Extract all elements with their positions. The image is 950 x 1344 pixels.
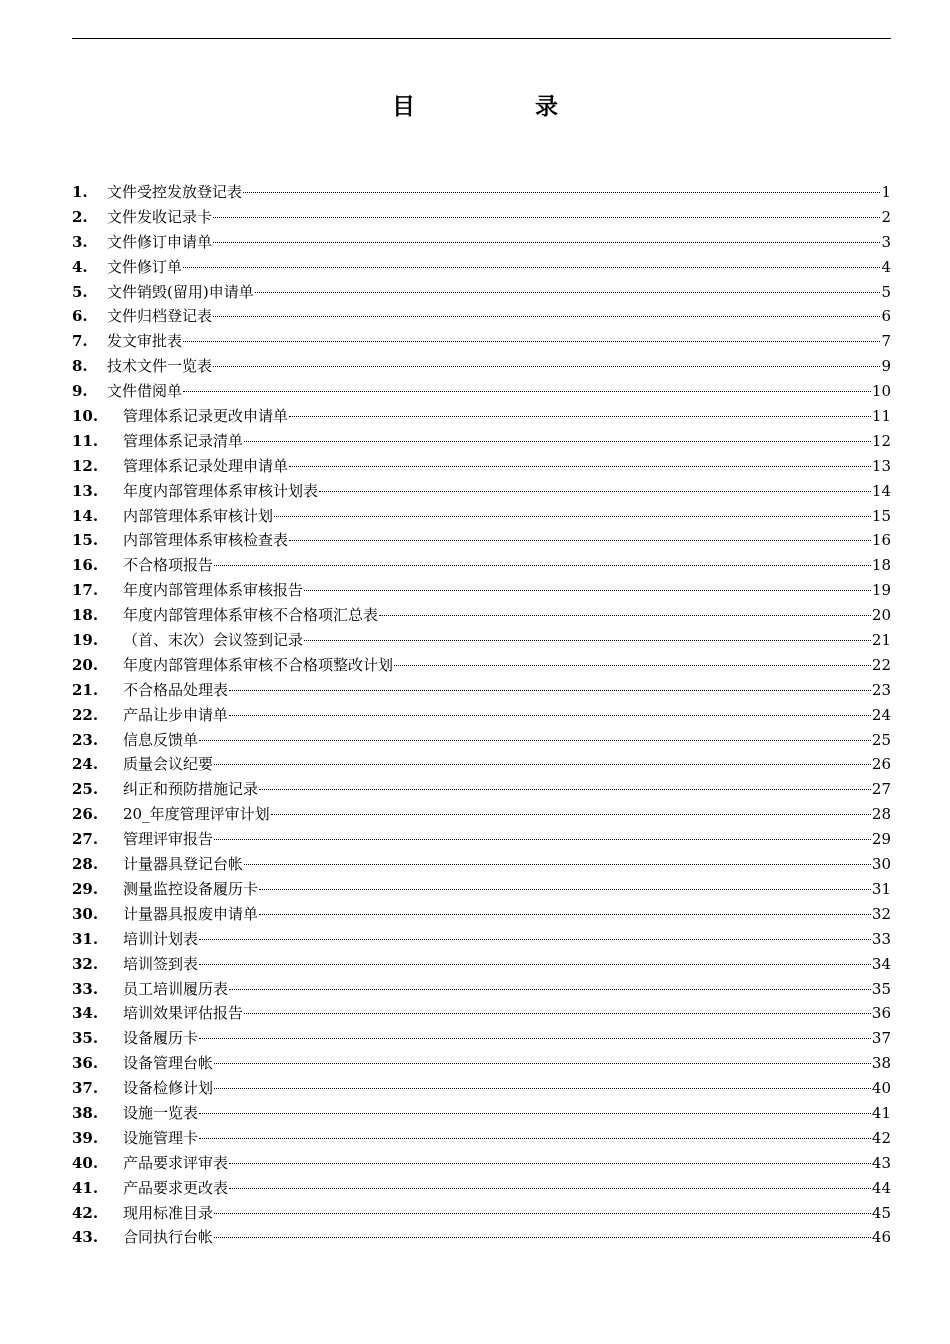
- toc-entry-number: 30.: [72, 904, 99, 923]
- toc-entry[interactable]: [72, 1001, 891, 1026]
- dot-leader: [214, 839, 871, 840]
- toc-entry[interactable]: [72, 1225, 891, 1250]
- toc-entry[interactable]: [72, 1026, 891, 1051]
- toc-entry-page: 30: [871, 855, 891, 874]
- dot-leader: [214, 1063, 871, 1064]
- toc-entry[interactable]: [72, 653, 891, 678]
- toc-entry[interactable]: [72, 504, 891, 529]
- page-title: 目 录: [391, 93, 614, 120]
- toc-entry-page: 11: [871, 407, 891, 426]
- toc-entry-number: 5.: [72, 282, 88, 301]
- dot-leader: [213, 316, 880, 317]
- toc-entry-title: 发文审批表: [107, 332, 183, 351]
- dot-leader: [243, 192, 880, 193]
- toc-entry[interactable]: [72, 802, 891, 827]
- toc-entry-number: 6.: [72, 307, 88, 326]
- toc-entry-title: 年度内部管理体系审核报告: [123, 581, 304, 600]
- toc-entry-title: 管理体系记录更改申请单: [123, 407, 289, 426]
- dot-leader: [229, 989, 871, 990]
- toc-entry-page: 33: [871, 929, 891, 948]
- toc-entry-page: 23: [871, 680, 891, 699]
- toc-entry-title: 计量器具报废申请单: [123, 904, 259, 923]
- toc-entry-number: 17.: [72, 581, 99, 600]
- toc-entry-title: 管理评审报告: [123, 830, 214, 849]
- dot-leader: [319, 491, 871, 492]
- toc-entry-title: 信息反馈单: [123, 730, 199, 749]
- toc-entry[interactable]: [72, 429, 891, 454]
- toc-entry-page: 45: [871, 1203, 891, 1222]
- toc-entry[interactable]: [72, 1051, 891, 1076]
- toc-entry-number: 7.: [72, 332, 88, 351]
- toc-entry-number: 4.: [72, 257, 88, 276]
- dot-leader: [213, 217, 880, 218]
- toc-entry-number: 19.: [72, 631, 99, 650]
- toc-entry-number: 23.: [72, 730, 99, 749]
- toc-entry[interactable]: [72, 304, 891, 329]
- dot-leader: [229, 1163, 871, 1164]
- toc-entry-title: 计量器具登记台帐: [123, 855, 244, 874]
- toc-entry-page: 5: [881, 282, 891, 301]
- toc-entry-number: 33.: [72, 979, 99, 998]
- dot-leader: [199, 964, 871, 965]
- toc-entry-title: 设备履历卡: [123, 1029, 199, 1048]
- toc-entry[interactable]: [72, 1126, 891, 1151]
- toc-entry-page: 10: [871, 382, 891, 401]
- toc-entry[interactable]: [72, 1151, 891, 1176]
- toc-entry-title: 年度内部管理体系审核不合格项汇总表: [123, 606, 379, 625]
- toc-entry[interactable]: [72, 1201, 891, 1226]
- toc-entry-number: 39.: [72, 1128, 99, 1147]
- toc-entry-page: 29: [871, 830, 891, 849]
- toc-entry-page: 14: [871, 481, 891, 500]
- toc-entry[interactable]: [72, 578, 891, 603]
- toc-entry[interactable]: [72, 404, 891, 429]
- toc-entry-number: 28.: [72, 855, 99, 874]
- toc-entry-number: 25.: [72, 780, 99, 799]
- toc-entry-number: 1.: [72, 183, 88, 201]
- dot-leader: [244, 1013, 871, 1014]
- dot-leader: [229, 715, 871, 716]
- toc-entry-title: 测量监控设备履历卡: [123, 879, 259, 898]
- toc-entry-title: （首、末次）会议签到记录: [123, 631, 304, 650]
- dot-leader: [304, 590, 871, 591]
- toc-entry-title: 年度内部管理体系审核不合格项整改计划: [123, 655, 394, 674]
- dot-leader: [199, 1138, 871, 1139]
- toc-entry-page: 37: [871, 1029, 891, 1048]
- toc-entry-page: 35: [871, 979, 891, 998]
- toc-entry-page: 18: [871, 556, 891, 575]
- toc-entry[interactable]: [72, 329, 891, 354]
- toc-entry-number: 27.: [72, 830, 99, 849]
- dot-leader: [199, 740, 871, 741]
- toc-entry-title: 技术文件一览表: [107, 357, 213, 376]
- toc-entry-page: 4: [881, 257, 891, 276]
- toc-entry-number: 12.: [72, 456, 99, 475]
- toc-entry-page: 46: [871, 1228, 891, 1247]
- dot-leader: [183, 341, 880, 342]
- toc-entry-number: 21.: [72, 680, 99, 699]
- dot-leader: [259, 789, 871, 790]
- toc-entry-page: 26: [871, 755, 891, 774]
- toc-entry-page: 21: [871, 631, 891, 650]
- toc-entry[interactable]: [72, 1176, 891, 1201]
- dot-leader: [183, 267, 880, 268]
- toc-entry-page: 32: [871, 904, 891, 923]
- toc-entry-number: 38.: [72, 1103, 99, 1122]
- toc-entry-number: 32.: [72, 954, 99, 973]
- toc-entry-title: 培训签到表: [123, 954, 199, 973]
- toc-entry[interactable]: [72, 454, 891, 479]
- toc-entry-page: 28: [871, 805, 891, 824]
- toc-entry-page: 40: [871, 1079, 891, 1098]
- toc-entry-title: 员工培训履历表: [123, 979, 229, 998]
- toc-entry-page: 9: [881, 357, 891, 376]
- toc-entry-title: 文件修订单: [107, 257, 183, 276]
- toc-entry-title: 不合格项报告: [123, 556, 214, 575]
- dot-leader: [394, 665, 871, 666]
- toc-entry-title: 设备检修计划: [123, 1079, 214, 1098]
- toc-entry-title: 现用标准目录: [123, 1203, 214, 1222]
- toc-entry-page: 7: [881, 332, 891, 351]
- toc-entry[interactable]: [72, 752, 891, 777]
- toc-entry-title: 文件借阅单: [107, 382, 183, 401]
- toc-entry-page: 41: [871, 1103, 891, 1122]
- toc-entry[interactable]: [72, 603, 891, 628]
- toc-entry-title: 文件受控发放登记表: [107, 183, 243, 201]
- dot-leader: [274, 516, 871, 517]
- dot-leader: [244, 441, 871, 442]
- toc-entry-title: 文件销毁(留用)申请单: [107, 282, 254, 301]
- toc-entry-number: 42.: [72, 1203, 99, 1222]
- toc-entry-page: 36: [871, 1004, 891, 1023]
- toc-entry-title: 产品让步申请单: [123, 705, 229, 724]
- toc-entry-title: 20_年度管理评审计划: [123, 805, 270, 824]
- dot-leader: [214, 1237, 871, 1238]
- dot-leader: [214, 764, 871, 765]
- toc-entry-page: 13: [871, 456, 891, 475]
- toc-entry-page: 24: [871, 705, 891, 724]
- toc-entry-number: 22.: [72, 705, 99, 724]
- toc-entry-number: 18.: [72, 606, 99, 625]
- toc-entry-title: 文件发收记录卡: [107, 207, 213, 226]
- toc-entry-page: 27: [871, 780, 891, 799]
- dot-leader: [229, 690, 871, 691]
- toc-entry-page: 42: [871, 1128, 891, 1147]
- toc-entry-page: 3: [881, 232, 891, 251]
- toc-entry-number: 36.: [72, 1054, 99, 1073]
- dot-leader: [271, 814, 871, 815]
- toc-entry-page: 1: [881, 183, 891, 201]
- toc-entry-title: 产品要求评审表: [123, 1153, 229, 1172]
- dot-leader: [289, 466, 871, 467]
- toc-entry-title: 培训计划表: [123, 929, 199, 948]
- toc-entry-page: 43: [871, 1153, 891, 1172]
- toc-entry[interactable]: [72, 877, 891, 902]
- toc-entry-number: 31.: [72, 929, 99, 948]
- toc-entry[interactable]: [72, 205, 891, 230]
- toc-entry-title: 产品要求更改表: [123, 1178, 229, 1197]
- toc-entry[interactable]: [72, 379, 891, 404]
- toc-entry-title: 管理体系记录处理申请单: [123, 456, 289, 475]
- toc-entry-number: 24.: [72, 755, 99, 774]
- table-of-contents: [72, 180, 891, 1250]
- toc-entry-page: 44: [871, 1178, 891, 1197]
- toc-entry-number: 10.: [72, 407, 99, 426]
- toc-entry[interactable]: [72, 230, 891, 255]
- toc-entry[interactable]: [72, 777, 891, 802]
- toc-entry-page: 25: [871, 730, 891, 749]
- toc-entry[interactable]: [72, 1076, 891, 1101]
- toc-entry[interactable]: [72, 180, 891, 205]
- toc-entry[interactable]: [72, 1101, 891, 1126]
- toc-entry-title: 管理体系记录清单: [123, 431, 244, 450]
- toc-entry-number: 41.: [72, 1178, 99, 1197]
- dot-leader: [289, 540, 871, 541]
- toc-entry-number: 20.: [72, 655, 99, 674]
- toc-entry-title: 设施一览表: [123, 1103, 199, 1122]
- toc-entry-title: 年度内部管理体系审核计划表: [123, 481, 319, 500]
- toc-entry-page: 19: [871, 581, 891, 600]
- toc-entry[interactable]: [72, 553, 891, 578]
- toc-entry[interactable]: [72, 255, 891, 280]
- toc-entry-title: 合同执行台帐: [123, 1228, 214, 1247]
- toc-entry[interactable]: [72, 354, 891, 379]
- toc-entry[interactable]: [72, 902, 891, 927]
- toc-entry-number: 2.: [72, 207, 88, 226]
- dot-leader: [259, 889, 871, 890]
- toc-entry-title: 文件修订申请单: [107, 232, 213, 251]
- dot-leader: [214, 565, 871, 566]
- dot-leader: [199, 1113, 871, 1114]
- toc-entry-page: 2: [881, 207, 891, 226]
- toc-entry[interactable]: [72, 952, 891, 977]
- dot-leader: [259, 914, 871, 915]
- toc-entry-title: 内部管理体系审核计划: [123, 506, 274, 525]
- toc-entry-number: 16.: [72, 556, 99, 575]
- toc-entry-title: 内部管理体系审核检查表: [123, 531, 289, 550]
- toc-entry-page: 20: [871, 606, 891, 625]
- toc-entry[interactable]: [72, 628, 891, 653]
- toc-entry-page: 38: [871, 1054, 891, 1073]
- dot-leader: [199, 939, 871, 940]
- dot-leader: [183, 391, 871, 392]
- dot-leader: [379, 615, 871, 616]
- toc-entry-page: 22: [871, 655, 891, 674]
- dot-leader: [244, 864, 871, 865]
- toc-entry-number: 11.: [72, 431, 99, 450]
- toc-entry-page: 15: [871, 506, 891, 525]
- toc-entry[interactable]: [72, 678, 891, 703]
- toc-entry-title: 不合格品处理表: [123, 680, 229, 699]
- toc-entry-title: 文件归档登记表: [107, 307, 213, 326]
- header-rule: [72, 38, 891, 39]
- dot-leader: [255, 292, 881, 293]
- dot-leader: [213, 366, 880, 367]
- toc-entry[interactable]: [72, 927, 891, 952]
- toc-entry[interactable]: [72, 703, 891, 728]
- toc-entry-number: 15.: [72, 531, 99, 550]
- toc-entry-number: 35.: [72, 1029, 99, 1048]
- toc-entry[interactable]: [72, 852, 891, 877]
- toc-entry-number: 29.: [72, 879, 99, 898]
- dot-leader: [214, 1088, 871, 1089]
- toc-entry-title: 设施管理卡: [123, 1128, 199, 1147]
- dot-leader: [213, 242, 880, 243]
- toc-entry-number: 37.: [72, 1079, 99, 1098]
- toc-entry-number: 34.: [72, 1004, 99, 1023]
- dot-leader: [214, 1213, 871, 1214]
- toc-entry-number: 9.: [72, 382, 88, 401]
- toc-entry-page: 6: [881, 307, 891, 326]
- toc-entry-title: 质量会议纪要: [123, 755, 214, 774]
- toc-entry[interactable]: [72, 479, 891, 504]
- toc-entry[interactable]: [72, 528, 891, 553]
- dot-leader: [229, 1188, 871, 1189]
- toc-entry-number: 40.: [72, 1153, 99, 1172]
- toc-entry-title: 设备管理台帐: [123, 1054, 214, 1073]
- toc-entry-number: 3.: [72, 232, 88, 251]
- toc-entry-number: 8.: [72, 357, 88, 376]
- dot-leader: [289, 416, 871, 417]
- dot-leader: [199, 1038, 871, 1039]
- toc-entry-page: 16: [871, 531, 891, 550]
- toc-entry-number: 13.: [72, 481, 99, 500]
- toc-entry[interactable]: [72, 280, 891, 305]
- toc-entry[interactable]: [72, 827, 891, 852]
- toc-entry-page: 12: [871, 431, 891, 450]
- toc-entry[interactable]: [72, 977, 891, 1002]
- toc-entry-page: 31: [871, 879, 891, 898]
- dot-leader: [304, 640, 871, 641]
- toc-entry-number: 14.: [72, 506, 99, 525]
- toc-entry-page: 34: [871, 954, 891, 973]
- toc-entry-number: 43.: [72, 1228, 99, 1247]
- toc-entry[interactable]: [72, 728, 891, 753]
- toc-entry-title: 纠正和预防措施记录: [123, 780, 259, 799]
- toc-entry-title: 培训效果评估报告: [123, 1004, 244, 1023]
- toc-entry-number: 26.: [72, 805, 99, 824]
